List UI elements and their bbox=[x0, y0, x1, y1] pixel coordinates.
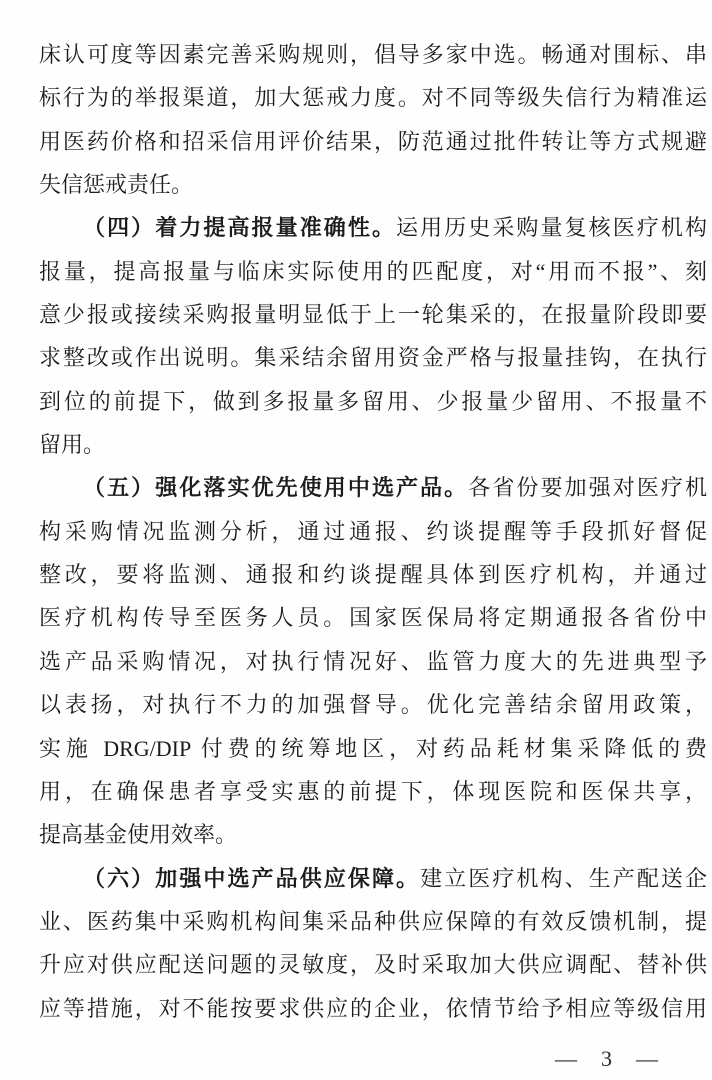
line-text: 报量，提高报量与临床实际使用的匹配度，对“用而不报”、刻 bbox=[39, 258, 707, 284]
text-line bbox=[39, 250, 707, 293]
text-line bbox=[39, 943, 707, 986]
text-line bbox=[39, 640, 707, 683]
paragraph-section-5 bbox=[39, 466, 707, 856]
line-text: 升应对供应配送问题的灵敏度，及时采取加大供应调配、替补供 bbox=[39, 952, 707, 978]
text-line bbox=[39, 33, 707, 76]
line-text: 意少报或接续采购报量明显低于上一轮集采的，在报量阶段即要 bbox=[39, 302, 707, 328]
text-line bbox=[39, 987, 707, 1030]
line-text: 用医药价格和招采信用评价结果，防范通过批件转让等方式规避 bbox=[39, 128, 707, 154]
text-line bbox=[39, 770, 707, 813]
line-text: 床认可度等因素完善采购规则，倡导多家中选。畅通对围标、串 bbox=[39, 42, 707, 67]
line-text: 业、医药集中采购机构间集采品种供应保障的有效反馈机制，提 bbox=[39, 908, 707, 934]
text-line bbox=[39, 120, 707, 163]
text-line bbox=[39, 466, 707, 509]
text-line bbox=[39, 380, 707, 423]
line-text: 医疗机构传导至医务人员。国家医保局将定期通报各省份中 bbox=[39, 605, 707, 631]
text-line bbox=[39, 553, 707, 596]
paragraph-section-4 bbox=[39, 206, 707, 466]
section-5-heading: （五）强化落实优先使用中选产品。 bbox=[83, 475, 469, 501]
line-text: 构采购情况监测分析，通过通报、约谈提醒等手段抓好督促 bbox=[39, 518, 707, 544]
paragraph-continuation bbox=[39, 33, 707, 206]
line-text: 到位的前提下，做到多报量多留用、少报量少留用、不报量不 bbox=[39, 388, 707, 414]
page-number-dash-left: — bbox=[555, 1046, 577, 1071]
section-6-heading: （六）加强中选产品供应保障。 bbox=[83, 865, 421, 891]
document-body bbox=[39, 33, 707, 1030]
text-line bbox=[39, 857, 707, 900]
text-line bbox=[39, 683, 707, 726]
line-text: 整改，要将监测、通报和约谈提醒具体到医疗机构，并通过 bbox=[39, 562, 707, 588]
line-text: 各省份要加强对医疗机 bbox=[468, 475, 707, 501]
line-text: 运用历史采购量复核医疗机构 bbox=[396, 215, 707, 241]
text-line bbox=[39, 336, 707, 379]
line-text: 用，在确保患者享受实惠的前提下，体现医院和医保共享， bbox=[39, 778, 707, 804]
text-line bbox=[39, 813, 707, 856]
page-number-dash-right: — bbox=[636, 1046, 658, 1071]
text-line bbox=[39, 163, 707, 206]
line-text: 选产品采购情况，对执行情况好、监管力度大的先进典型予 bbox=[39, 648, 707, 674]
text-line bbox=[39, 596, 707, 639]
text-line bbox=[39, 206, 707, 249]
line-text: 应等措施，对不能按要求供应的企业，依情节给予相应等级信用 bbox=[39, 995, 707, 1021]
line-text: 标行为的举报渠道，加大惩戒力度。对不同等级失信行为精准运 bbox=[39, 85, 707, 111]
line-text: 以表扬，对执行不力的加强督导。优化完善结余留用政策， bbox=[39, 692, 707, 718]
line-text: 留用。 bbox=[39, 432, 106, 458]
text-line bbox=[39, 293, 707, 336]
page-number-value: 3 bbox=[601, 1046, 612, 1071]
line-text: 提高基金使用效率。 bbox=[39, 822, 238, 848]
text-line bbox=[39, 76, 707, 119]
text-line bbox=[39, 510, 707, 553]
text-line bbox=[39, 727, 707, 770]
line-text: 建立医疗机构、生产配送企 bbox=[420, 865, 707, 891]
paragraph-section-6 bbox=[39, 857, 707, 1030]
page-number bbox=[555, 1046, 658, 1072]
text-line bbox=[39, 900, 707, 943]
section-4-heading: （四）着力提高报量准确性。 bbox=[83, 215, 397, 241]
line-text: 实施 DRG/DIP 付费的统筹地区，对药品耗材集采降低的费 bbox=[39, 735, 707, 761]
line-text: 失信惩戒责任。 bbox=[39, 172, 194, 198]
line-text: 求整改或作出说明。集采结余留用资金严格与报量挂钩，在执行 bbox=[39, 345, 707, 371]
text-line bbox=[39, 423, 707, 466]
